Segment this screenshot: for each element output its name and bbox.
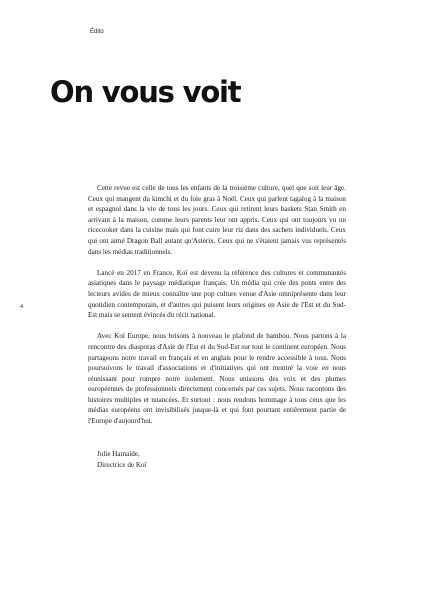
editorial-body (88, 183, 346, 437)
signature (88, 449, 147, 470)
paragraph-2: Lancé en 2017 en France, Koï est devenu la référence des cultures et communautés asiatiques dans le paysage médiatique français. Un média qui crée des ponts entre des lecteurs avides de mieux connaître une pop culture venue d'Asie omniprésente dans leur quotidien contemporain, et d'autres qui puisent leurs origines en Asie de l'Est et du Sud-Est mais se sentent évincés du récit national. (88, 268, 346, 320)
page-number: 4 (20, 304, 23, 310)
paragraph-3: Avec Koï Europe, nous brisons à nouveau le plafond de bambou. Nous partons à la rencontre des diasporas d'Asie de l'Est et du Sud-Est sur tout le continent européen. Nous partageons notre travail en français et en anglais pour le rendre accessible à tous. Nous poursuivons le travail d'associations et d'initiatives qui ont montré la voie en nous réunissant pour rompre notre isolement. Nous unissons des voix et des plumes européennes de professionnels directement concernés par ces sujets. Nous racontons des histoires multiples et nuancées. Et surtout : nous rendons hommage à tous ceux que les médias européens ont invisibilisés jusque-là et qui font pourtant entièrement partie de l'Europe d'aujourd'hui. (88, 332, 346, 426)
signature-name: Julie Hamaïde, (97, 450, 140, 458)
section-label: Édito (90, 29, 104, 35)
page-title: On vous voit (50, 75, 241, 109)
paragraph-1: Cette revue est celle de tous les enfants de la troisième culture, quel que soit leur âge. Ceux qui mangent du kimchi et du foie gras à Noël. Ceux qui parlent tagalog à la maison et espagnol dans la vie de tous les jours. Ceux qui retirent leurs baskets Stan Smith en arrivant à la maison, comme leurs parents leur ont appris. Ceux qui ont toujours vu un ricecooker dans la cuisine mais qui font cuire leur riz dans des sachets individuels. Ceux qui ont aimé Dragon Ball autant qu'Astérix. Ceux qui ne s'étaient jamais vus représentés dans les médias traditionnels. (88, 184, 346, 256)
signature-role: Directrice de Koï (97, 460, 147, 469)
